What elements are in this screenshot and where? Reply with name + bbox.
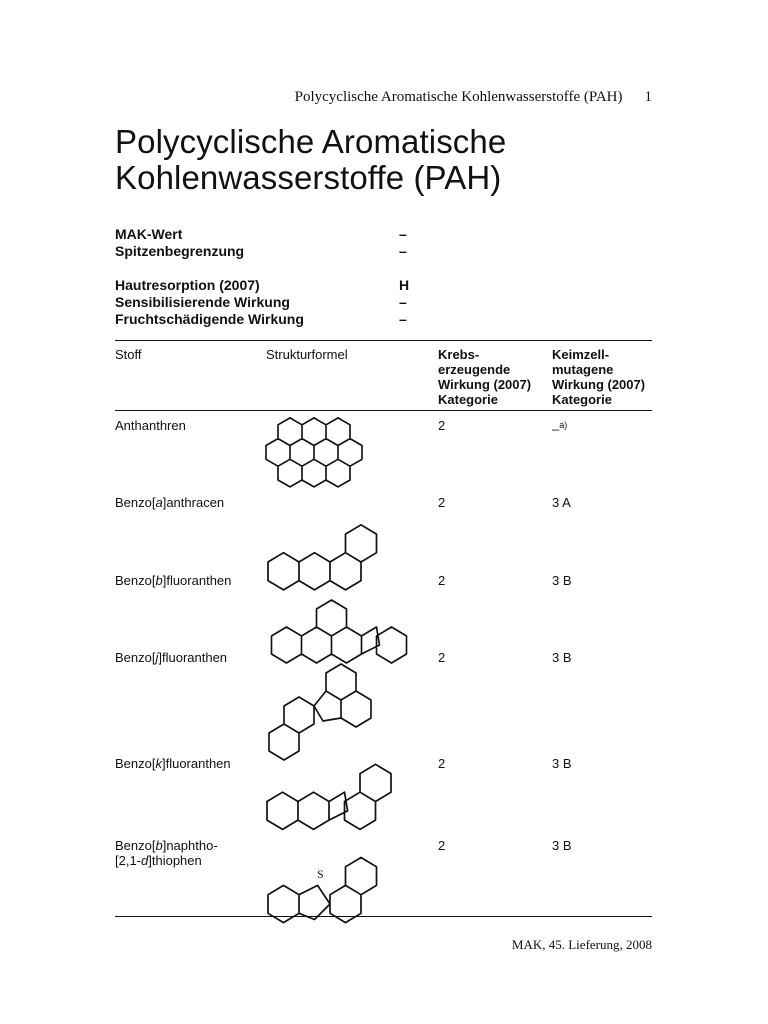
page-number: 1 bbox=[644, 89, 652, 105]
header-keim-line: Wirkung (2007) bbox=[552, 377, 646, 392]
benzonaphthothiophen-structure bbox=[262, 836, 402, 916]
header-keimzellmutagene-wirkung bbox=[552, 347, 645, 407]
name-part: ]fluoranthen bbox=[161, 756, 231, 771]
name-line-1 bbox=[115, 838, 218, 853]
name-line-2 bbox=[115, 853, 218, 868]
row-anthanthren-keim bbox=[552, 418, 567, 436]
running-header bbox=[0, 89, 652, 106]
name-italic: j bbox=[155, 650, 159, 665]
row-benzo-k-fluoranthen-krebs: 2 bbox=[438, 756, 446, 771]
hautresorption-label: Hautresorption (2007) bbox=[115, 277, 260, 293]
row-anthanthren-name: Anthanthren bbox=[115, 418, 186, 433]
name-italic: b bbox=[155, 573, 163, 588]
row-benzo-b-fluoranthen-krebs: 2 bbox=[438, 573, 446, 588]
header-keim-line: Keimzell- bbox=[552, 347, 610, 362]
benzo-b-fluoranthen-structure bbox=[262, 572, 412, 652]
fruchtschaedigende-wirkung-label: Fruchtschädigende Wirkung bbox=[115, 311, 304, 327]
mak-wert-label: MAK-Wert bbox=[115, 226, 183, 242]
fruchtschaedigende-wirkung-value: – bbox=[399, 311, 407, 327]
header-krebs-line: Krebs- bbox=[438, 347, 480, 362]
table-header-rule bbox=[115, 410, 652, 411]
footer: MAK, 45. Lieferung, 2008 bbox=[511, 937, 652, 952]
row-benzo-a-anthracen-name bbox=[115, 495, 224, 510]
header-krebs-line: erzeugende bbox=[438, 362, 511, 377]
running-title: Polycyclische Aromatische Kohlenwasserstoffe (PAH) bbox=[294, 89, 623, 105]
row-benzo-k-fluoranthen-keim: 3 B bbox=[552, 756, 572, 771]
benzo-k-fluoranthen-structure bbox=[262, 752, 412, 832]
mak-wert-value: – bbox=[399, 226, 407, 242]
table-top-rule bbox=[115, 340, 652, 341]
keim-value: – bbox=[552, 421, 560, 437]
benzo-j-fluoranthen-structure bbox=[262, 650, 402, 750]
name-italic: k bbox=[155, 756, 162, 771]
name-italic: b bbox=[155, 838, 163, 853]
anthanthren-rings bbox=[266, 418, 362, 487]
name-part: ]thiophen bbox=[148, 853, 202, 868]
table-bottom-rule bbox=[115, 916, 652, 917]
benzo-a-anthracen-structure bbox=[262, 494, 392, 574]
row-benzo-b-fluoranthen-name bbox=[115, 573, 231, 588]
header-keim-line: Kategorie bbox=[552, 392, 612, 407]
page-title-line-2: Kohlenwasserstoffe (PAH) bbox=[115, 159, 502, 196]
name-part: Benzo[ bbox=[115, 573, 156, 588]
anthanthren-structure bbox=[260, 414, 400, 494]
row-benzo-j-fluoranthen-keim: 3 B bbox=[552, 650, 572, 665]
row-benzonaphthothiophen-name bbox=[115, 838, 218, 868]
name-part: ]anthracen bbox=[162, 495, 225, 510]
row-benzo-b-fluoranthen-keim: 3 B bbox=[552, 573, 572, 588]
page-title bbox=[115, 124, 506, 196]
spitzenbegrenzung-label: Spitzenbegrenzung bbox=[115, 243, 245, 259]
name-part: Benzo[ bbox=[115, 650, 156, 665]
hautresorption-value: H bbox=[399, 277, 410, 293]
sensibilisierende-wirkung-label: Sensibilisierende Wirkung bbox=[115, 294, 290, 310]
row-benzo-k-fluoranthen-name bbox=[115, 756, 231, 771]
name-part: [2,1- bbox=[115, 853, 142, 868]
name-part: Benzo[ bbox=[115, 756, 156, 771]
sensibilisierende-wirkung-value: – bbox=[399, 294, 407, 310]
row-benzo-j-fluoranthen-krebs: 2 bbox=[438, 650, 446, 665]
name-part: Benzo[ bbox=[115, 495, 156, 510]
header-strukturformel: Strukturformel bbox=[266, 347, 348, 362]
benzo-j-fluoranthen-rings bbox=[269, 664, 371, 760]
footnote-marker: a) bbox=[559, 420, 568, 430]
name-part: ]naphtho- bbox=[162, 838, 218, 853]
row-anthanthren-krebs: 2 bbox=[438, 418, 446, 433]
header-krebserzeugende-wirkung bbox=[438, 347, 531, 407]
name-italic: d bbox=[141, 853, 149, 868]
page-title-line-1: Polycyclische Aromatische bbox=[115, 123, 507, 160]
name-part: Benzo[ bbox=[115, 838, 156, 853]
header-krebs-line: Kategorie bbox=[438, 392, 498, 407]
row-benzonaphthothiophen-keim: 3 B bbox=[552, 838, 572, 853]
row-benzo-a-anthracen-krebs: 2 bbox=[438, 495, 446, 510]
benzo-k-fluoranthen-rings bbox=[267, 764, 391, 829]
name-italic: a bbox=[155, 495, 163, 510]
spitzenbegrenzung-value: – bbox=[399, 243, 407, 259]
row-benzonaphthothiophen-krebs: 2 bbox=[438, 838, 446, 853]
sulfur-atom-label: S bbox=[317, 867, 324, 881]
name-part: ]fluoranthen bbox=[158, 650, 228, 665]
row-benzo-j-fluoranthen-name bbox=[115, 650, 227, 665]
name-part: ]fluoranthen bbox=[162, 573, 232, 588]
row-benzo-a-anthracen-keim: 3 A bbox=[552, 495, 571, 510]
header-keim-line: mutagene bbox=[552, 362, 614, 377]
header-krebs-line: Wirkung (2007) bbox=[438, 377, 532, 392]
header-stoff: Stoff bbox=[115, 347, 142, 362]
